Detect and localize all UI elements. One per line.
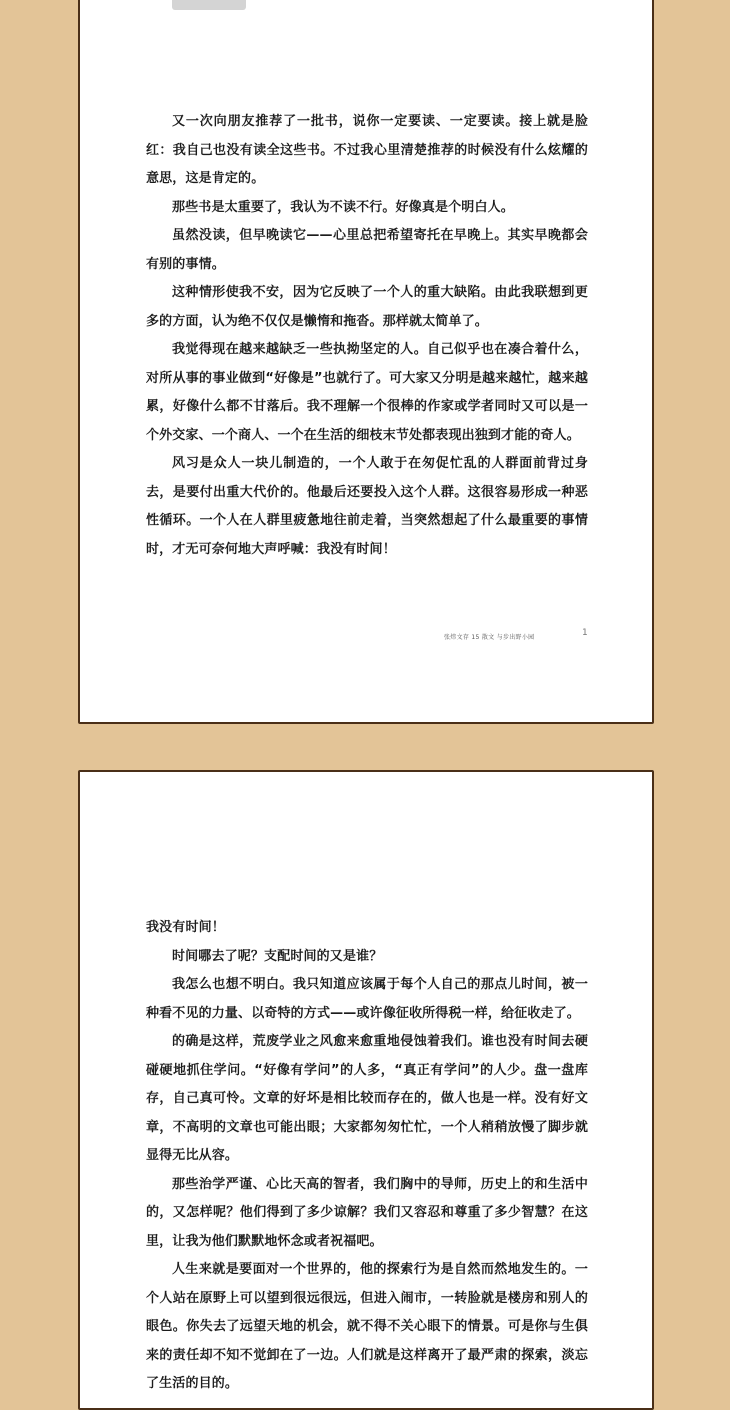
paragraph: 的确是这样，荒废学业之风愈来愈重地侵蚀着我们。谁也没有时间去硬碰硬地抓住学问。“好像有学问”的人多，“真正有学问”的人少。盘一盘库存，自己真可怜。文章的好坏是相比较而存在的，做人也是一样。没有好文章，不高明的文章也可能出眼；大家都匆匆忙忙，一个人稍稍放慢了脚步就显得无比从容。	[146, 1034, 588, 1163]
book-page-2	[78, 770, 654, 1410]
paragraph-continued: 我没有时间！	[146, 920, 225, 935]
page-footer: 张炜文存 15 散文 与步出野小园	[444, 634, 535, 641]
paragraph: 又一次向朋友推荐了一批书，说你一定要读、一定要读。接上就是脸红：我自己也没有读全这些书。不过我心里清楚推荐的时候没有什么炫耀的意思，这是肯定的。	[146, 114, 588, 186]
paragraph: 风习是众人一块儿制造的，一个人敢于在匆促忙乱的人群面前背过身去，是要付出重大代价的。他最后还要投入这个人群。这很容易形成一种恶性循环。一个人在人群里疲惫地往前走着，当突然想起了什么最重要的事情时，才无可奈何地大声呼喊：我没有时间！	[146, 456, 588, 557]
paragraph: 我怎么也想不明白。我只知道应该属于每个人自己的那点儿时间，被一种看不见的力量、以奇特的方式——或许像征收所得税一样，给征收走了。	[146, 977, 588, 1021]
paragraph: 虽然没读，但早晚读它——心里总把希望寄托在早晚上。其实早晚都会有别的事情。	[146, 228, 588, 272]
paragraph: 那些治学严谨、心比天高的智者，我们胸中的导师，历史上的和生活中的，又怎样呢？他们得到了多少谅解？我们又容忍和尊重了多少智慧？在这里，让我为他们默默地怀念或者祝福吧。	[146, 1176, 588, 1249]
scan-smudge	[172, 0, 246, 10]
paragraph: 那些书是太重要了，我认为不读不行。好像真是个明白人。	[172, 199, 514, 215]
book-page-1	[78, 0, 654, 724]
page-number: 1	[582, 628, 588, 638]
paragraph: 我觉得现在越来越缺乏一些执拗坚定的人。自己似乎也在凑合着什么，对所从事的事业做到“好像是”也就行了。可大家又分明是越来越忙，越来越累，好像什么都不甘落后。我不理解一个很棒的作家或学者同时又可以是一个外交家、一个商人、一个在生活的细枝末节处都表现出独到才能的奇人。	[146, 342, 588, 443]
paragraph: 人生来就是要面对一个世界的，他的探索行为是自然而然地发生的。一个人站在原野上可以望到很远很远，但进入闹市，一转脸就是楼房和别人的眼色。你失去了远望天地的机会，就不得不关心眼下的情景。可是你与生俱来的责任却不知不觉卸在了一边。人们就是这样离开了最严肃的探索，淡忘了生活的目的。	[146, 1262, 588, 1391]
paragraph: 这种情形使我不安，因为它反映了一个人的重大缺陷。由此我联想到更多的方面，认为绝不仅仅是懒惰和拖沓。那样就太简单了。	[146, 285, 588, 329]
page-2-body	[146, 914, 588, 1399]
paragraph: 时间哪去了呢？支配时间的又是谁？	[172, 948, 383, 964]
page-1-body	[146, 108, 588, 564]
